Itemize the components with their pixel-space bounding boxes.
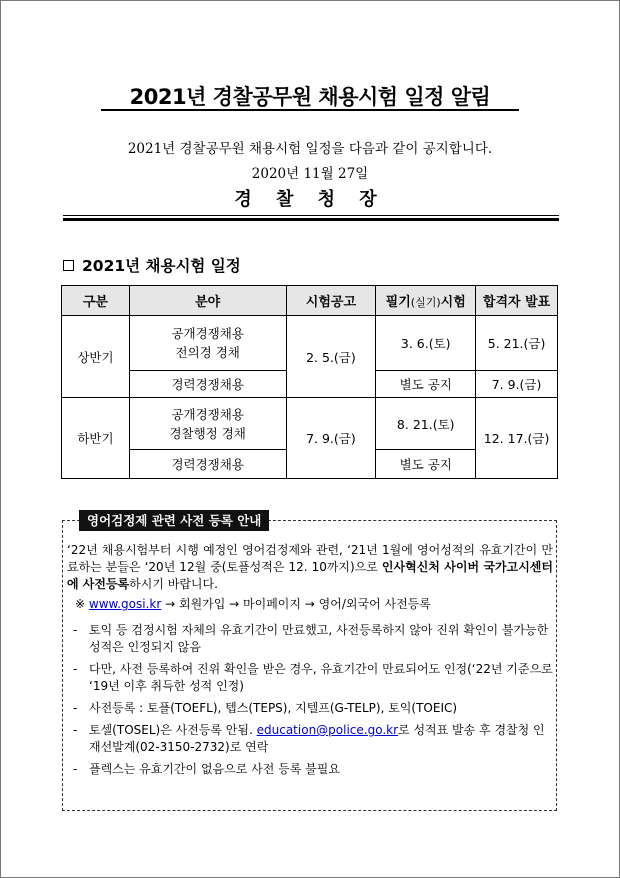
second-half-label: 하반기 <box>62 398 130 479</box>
bullet-text <box>89 722 553 756</box>
first-half-written-career: 별도 공지 <box>376 371 476 398</box>
second-half-career-field: 경력경쟁채용 <box>129 450 286 479</box>
notice-para-bold: 인사혁신처 사이버 국가고시센터에 사전등록 <box>67 560 553 591</box>
second-half-open-field <box>129 398 286 450</box>
header-written-paren: (실기) <box>410 296 441 309</box>
list-item <box>67 661 553 695</box>
bullet-text-b: 로 성적표 발송 후 경찰청 인재선발계(02-3150-2732)로 연락 <box>89 723 545 754</box>
bullet-text: 토익 등 검정시험 자체의 유효기간이 만료했고, 사전등록하지 않아 진위 확인이 불가능한 성적은 인정되지 않음 <box>89 623 549 654</box>
list-item <box>67 700 553 717</box>
bullet-mark: - <box>73 762 78 776</box>
header-written-main: 필기 <box>385 295 411 310</box>
registration-path-steps: → 회원가입 → 마이페이지 → 영어/외국어 사전등록 <box>161 597 431 611</box>
section-heading-text: 2021년 채용시험 일정 <box>82 257 241 275</box>
first-half-result-career: 7. 9.(금) <box>476 371 558 398</box>
bullet-mark: - <box>73 623 78 637</box>
first-half-announce: 2. 5.(금) <box>286 316 376 398</box>
header-field: 분야 <box>129 286 286 316</box>
reference-mark: ※ <box>75 597 86 611</box>
bullet-text-a: 토셀(TOSEL)은 사전등록 안됨. <box>89 723 257 737</box>
header-category: 구분 <box>62 286 130 316</box>
second-half-open-line2: 경찰행정 경채 <box>169 425 246 441</box>
notice-paragraph <box>67 542 553 593</box>
divider-thin <box>63 215 559 216</box>
divider-thick <box>63 218 559 221</box>
list-item <box>67 722 553 756</box>
first-half-written-open: 3. 6.(토) <box>376 316 476 371</box>
notice-title: 영어검정제 관련 사전 등록 안내 <box>79 510 269 531</box>
title-underline <box>101 109 519 111</box>
bullet-text: 플렉스는 유효기간이 없음으로 사전 등록 불필요 <box>89 762 340 776</box>
checkbox-icon <box>63 260 74 271</box>
table-row <box>62 398 558 450</box>
first-half-label: 상반기 <box>62 316 130 398</box>
header-result: 합격자 발표 <box>476 286 558 316</box>
table-header-row <box>62 286 558 316</box>
first-half-career-field: 경력경쟁채용 <box>129 371 286 398</box>
first-half-open-line2: 전의경 경채 <box>175 345 240 360</box>
bullet-mark: - <box>73 723 78 737</box>
section-heading <box>63 254 241 276</box>
second-half-open-line1: 공개경쟁채용 <box>171 406 244 422</box>
document-title: 2021년 경찰공무원 채용시험 일정 알림 <box>129 85 491 109</box>
registration-path <box>67 596 553 613</box>
intro-text: 2021년 경찰공무원 채용시험 일정을 다음과 같이 공지합니다. <box>127 141 493 157</box>
second-half-announce: 7. 9.(금) <box>286 398 376 479</box>
list-item <box>67 761 553 778</box>
issuing-agency: 경 찰 청 장 <box>234 189 386 210</box>
bullet-text: 다만, 사전 등록하여 진위 확인을 받은 경우, 유효기간이 만료되어도 인정(‘22년 기준으로 ‘19년 이후 취득한 성적 인정) <box>89 662 553 693</box>
first-half-open-line1: 공개경쟁채용 <box>171 326 244 341</box>
bullet-mark: - <box>73 662 78 676</box>
second-half-written-open: 8. 21.(토) <box>376 398 476 450</box>
second-half-result: 12. 17.(금) <box>476 398 558 479</box>
gosi-link[interactable]: www.gosi.kr <box>88 597 162 611</box>
bullet-mark: - <box>73 701 78 715</box>
notice-para-text-c: 하시기 바랍니다. <box>129 577 218 591</box>
schedule-table <box>61 285 558 479</box>
bullet-text: 사전등록 : 토플(TOEFL), 텝스(TEPS), 지텔프(G-TELP), 토익(TOEIC) <box>89 701 458 715</box>
first-half-open-field <box>129 316 286 371</box>
header-written <box>376 286 476 316</box>
first-half-result-open: 5. 21.(금) <box>476 316 558 371</box>
notice-body <box>67 542 553 778</box>
header-written-tail: 시험 <box>440 295 466 310</box>
issue-date: 2020년 11월 27일 <box>251 166 369 182</box>
second-half-written-career: 별도 공지 <box>376 450 476 479</box>
notice-para-text-a: ‘22년 채용시험부터 시행 예정인 영어검정제와 관련, ‘21년 1월에 영어성적의 유효기간이 만료하는 분들은 ‘20년 12월 중(토플성적은 12. 10까지)으로 <box>67 543 553 574</box>
email-link[interactable]: education@police.go.kr <box>256 723 399 737</box>
table-row <box>62 316 558 371</box>
list-item <box>67 622 553 656</box>
header-announce: 시험공고 <box>286 286 376 316</box>
